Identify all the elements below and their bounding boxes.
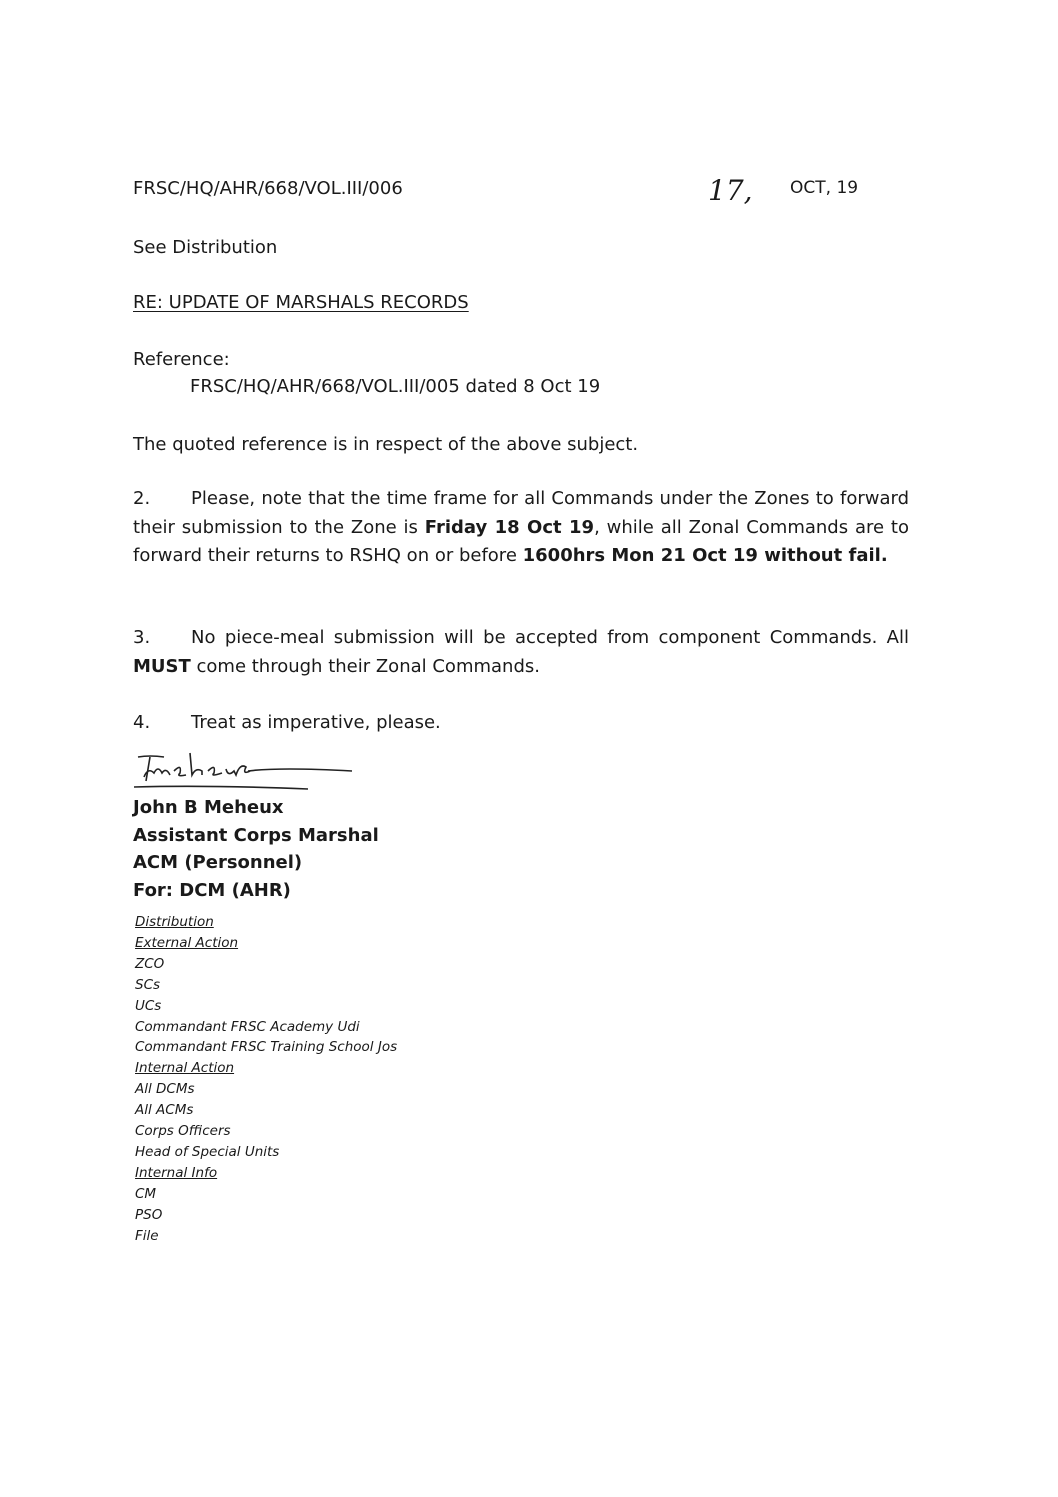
paragraph-3 <box>133 624 909 681</box>
paragraph-number: 4. <box>133 712 151 733</box>
list-item: Commandant FRSC Training School Jos <box>135 1039 398 1056</box>
subject-heading: RE: UPDATE OF MARSHALS RECORDS <box>133 292 469 313</box>
internal-info-heading: Internal Info <box>135 1164 218 1181</box>
list-item: UCs <box>135 997 162 1014</box>
list-item: All DCMs <box>135 1081 195 1098</box>
addressee: See Distribution <box>133 237 278 258</box>
list-item: CM <box>135 1185 157 1202</box>
list-item: All ACMs <box>135 1102 194 1119</box>
paragraph-2 <box>133 485 909 571</box>
list-item: Commandant FRSC Academy Udi <box>135 1018 360 1035</box>
handwritten-day: 17, <box>708 174 753 207</box>
deadline-rshq: 1600hrs Mon 21 Oct 19 without fail. <box>522 545 888 566</box>
list-item: PSO <box>135 1206 163 1223</box>
list-item: SCs <box>135 976 161 993</box>
paragraph-number: 2. <box>133 488 151 509</box>
deadline-zone: Friday 18 Oct 19 <box>424 516 595 538</box>
signatory-name: John B Meheux <box>133 797 284 818</box>
paragraph-text: come through their Zonal Commands. <box>190 655 540 677</box>
paragraph-text: Please, note that the time frame for all Commands under the Zones to forward their submission to the Zone is <box>133 488 909 538</box>
letter-date: OCT, 19 <box>790 178 859 198</box>
paragraph-number: 3. <box>133 627 151 648</box>
reference-value: FRSC/HQ/AHR/668/VOL.III/005 dated 8 Oct 19 <box>190 376 601 397</box>
paragraph-1: The quoted reference is in respect of the above subject. <box>133 434 639 455</box>
signatory-title: Assistant Corps Marshal <box>133 824 379 846</box>
distribution-heading: Distribution <box>135 914 214 930</box>
list-item: File <box>135 1227 159 1244</box>
paragraph-text: No piece-meal submission will be accepted from component Commands. All <box>191 627 909 648</box>
reference-label: Reference: <box>133 349 230 370</box>
signatory-block <box>133 794 379 904</box>
list-item: ZCO <box>135 955 165 972</box>
paragraph-text: , while all Zonal Commands are to forward their returns to RSHQ on or before <box>133 516 909 566</box>
letter-reference-number: FRSC/HQ/AHR/668/VOL.III/006 <box>133 178 403 199</box>
signatory-role: ACM (Personnel) <box>133 852 303 873</box>
internal-action-heading: Internal Action <box>135 1060 235 1077</box>
emphasis-must: MUST <box>133 655 191 677</box>
handwritten-signature <box>130 745 360 795</box>
list-item: Head of Special Units <box>135 1143 280 1160</box>
list-item: Corps Officers <box>135 1123 231 1140</box>
paragraph-4 <box>133 709 909 738</box>
external-action-heading: External Action <box>135 934 239 951</box>
distribution-list <box>135 912 397 1247</box>
paragraph-text: Treat as imperative, please. <box>191 712 441 733</box>
signatory-for: For: DCM (AHR) <box>133 879 291 901</box>
